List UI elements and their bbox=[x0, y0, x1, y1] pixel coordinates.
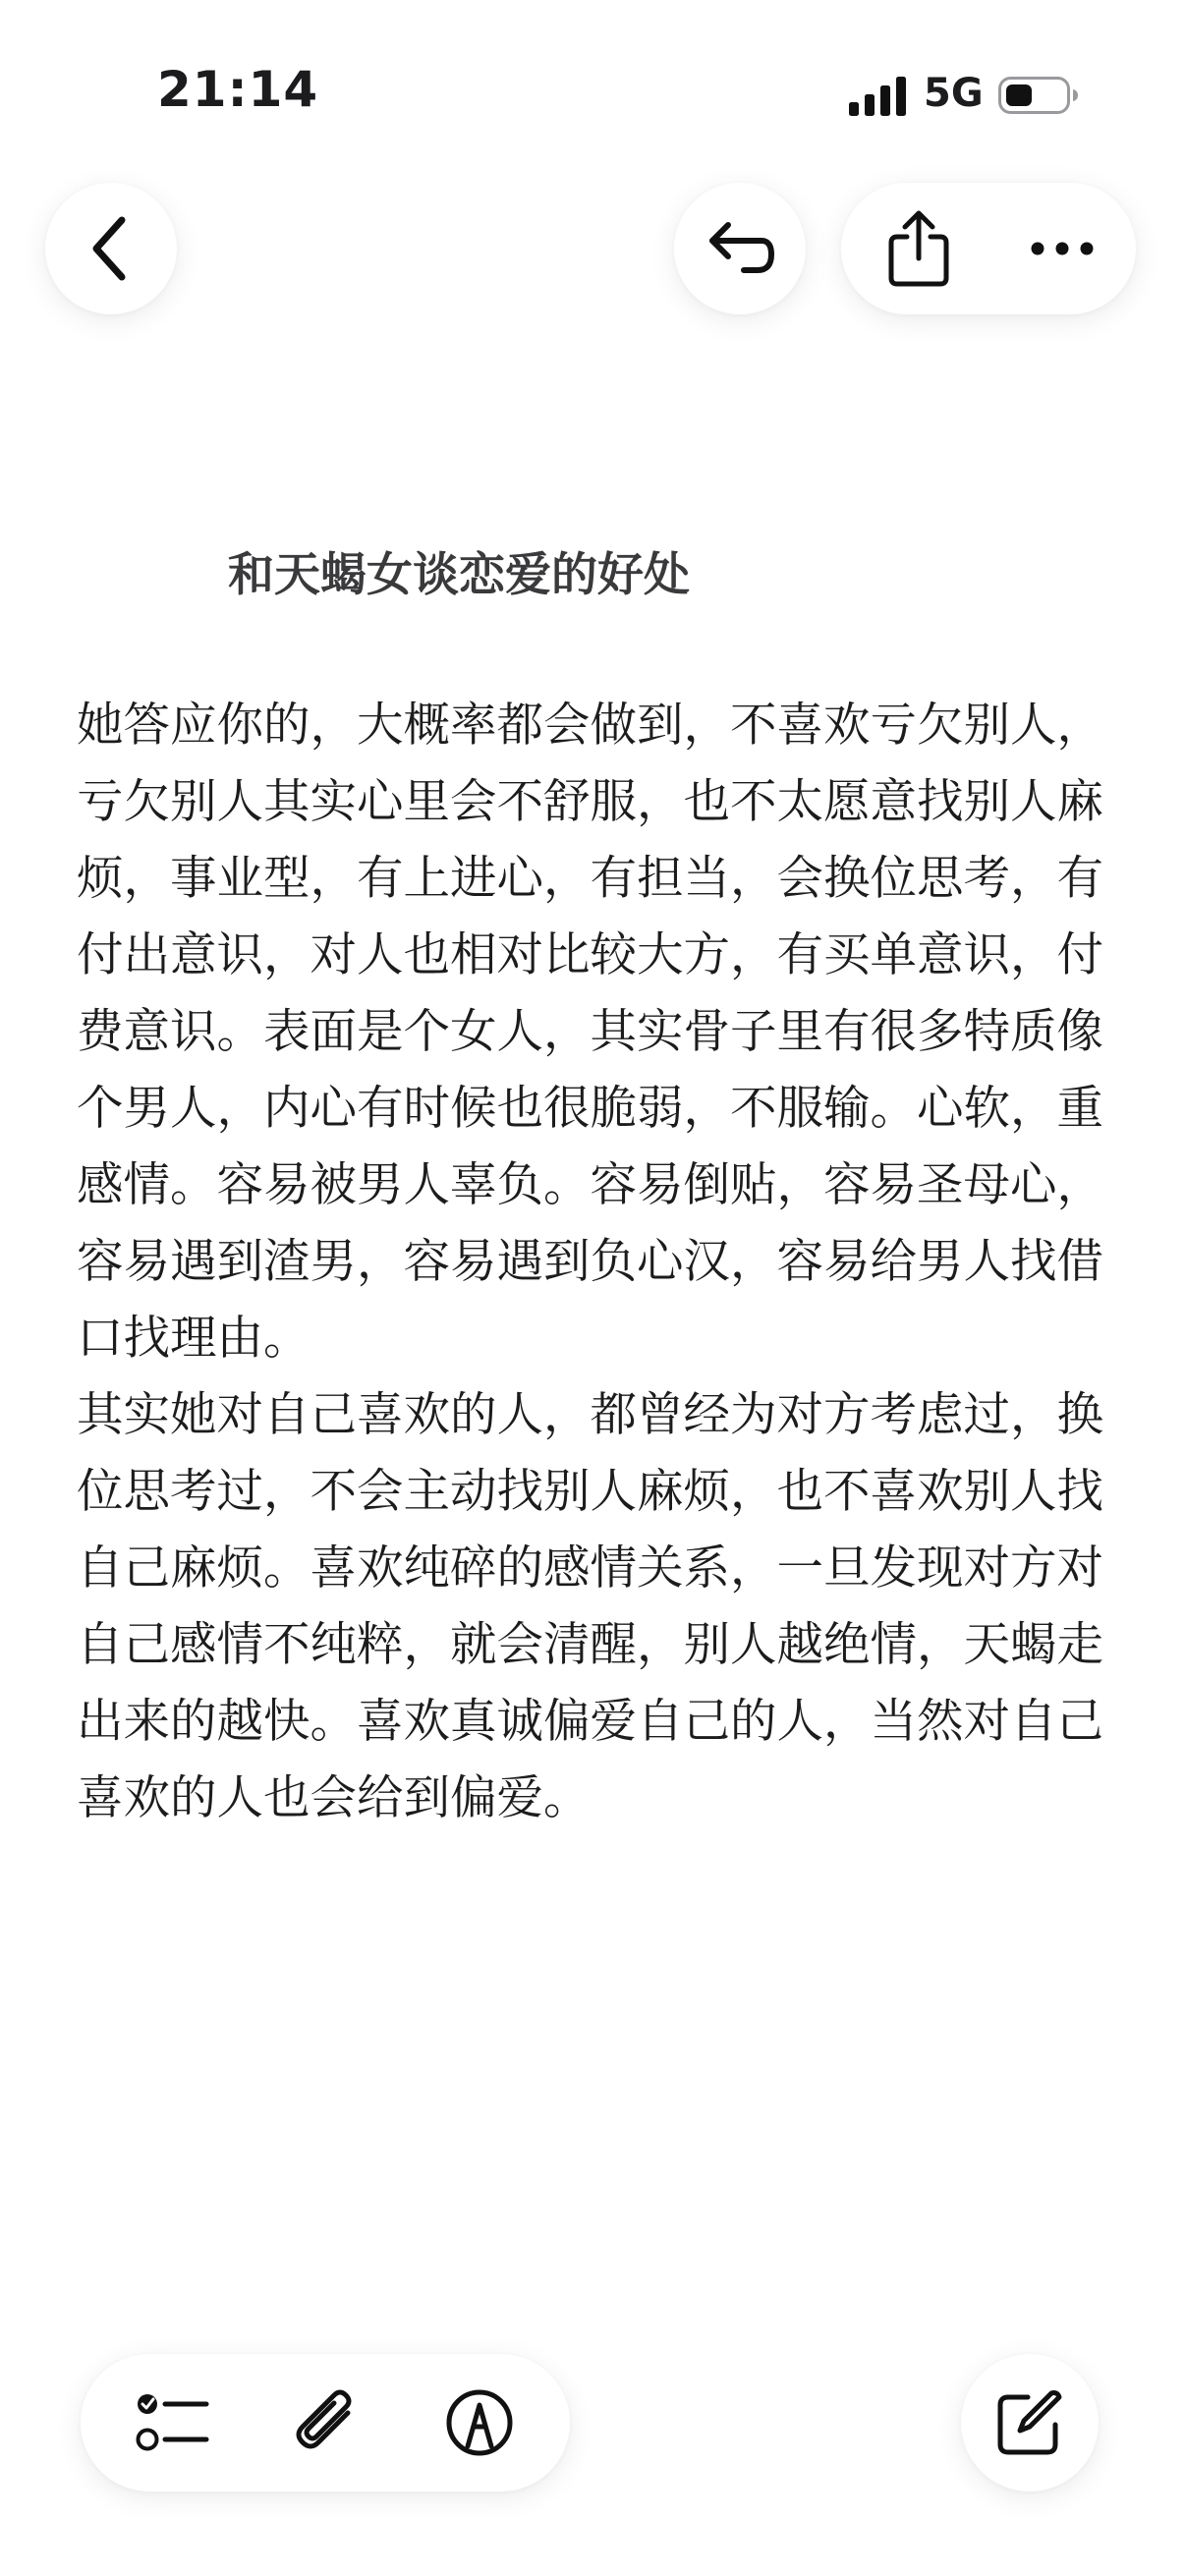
attach-button[interactable] bbox=[257, 2354, 395, 2492]
undo-button[interactable] bbox=[674, 183, 806, 314]
markup-button[interactable] bbox=[411, 2354, 548, 2492]
checklist-icon bbox=[136, 2390, 210, 2455]
note-paragraph-1: 她答应你的，大概率都会做到，不喜欢亏欠别人，亏欠别人其实心里会不舒服，也不太愿意找别人麻烦，事业型，有上进心，有担当，会换位思考，有付出意识，对人也相对比较大方，有买单意识，付费意识。表面是个女人，其实骨子里有很多特质像个男人，内心有时候也很脆弱，不服输。心软，重感情。容易被男人辜负。容易倒贴，容易圣母心，容易遇到渣男，容易遇到负心汉，容易给男人找借口找理由。 bbox=[77, 699, 1103, 1366]
more-button[interactable] bbox=[998, 183, 1126, 314]
signal-icon bbox=[849, 77, 908, 116]
note-title[interactable]: 和天蝎女谈恋爱的好处 bbox=[228, 548, 690, 602]
back-button[interactable] bbox=[45, 183, 177, 314]
note-body[interactable] bbox=[77, 688, 1108, 1837]
share-icon bbox=[887, 209, 950, 288]
bottom-toolbar bbox=[81, 2354, 570, 2492]
status-time: 21:14 bbox=[157, 61, 319, 118]
note-paragraph-2: 其实她对自己喜欢的人，都曾经为对方考虑过，换位思考过，不会主动找别人麻烦，也不喜欢别人找自己麻烦。喜欢纯碎的感情关系，一旦发现对方对自己感情不纯粹，就会清醒，别人越绝情，天蝎走出来的越快。喜欢真诚偏爱自己的人，当然对自己喜欢的人也会给到偏爱。 bbox=[77, 1388, 1103, 1825]
network-type: 5G bbox=[924, 71, 984, 116]
battery-icon bbox=[998, 77, 1079, 114]
more-icon bbox=[1030, 241, 1095, 256]
compose-button[interactable] bbox=[961, 2354, 1099, 2492]
undo-icon bbox=[705, 217, 775, 280]
checklist-button[interactable] bbox=[104, 2354, 242, 2492]
paperclip-icon bbox=[291, 2387, 362, 2458]
chevron-left-icon bbox=[86, 214, 136, 283]
status-bar bbox=[0, 0, 1185, 187]
actions-group bbox=[841, 183, 1136, 314]
markup-icon bbox=[444, 2387, 515, 2458]
share-button[interactable] bbox=[855, 183, 983, 314]
compose-icon bbox=[994, 2387, 1065, 2458]
